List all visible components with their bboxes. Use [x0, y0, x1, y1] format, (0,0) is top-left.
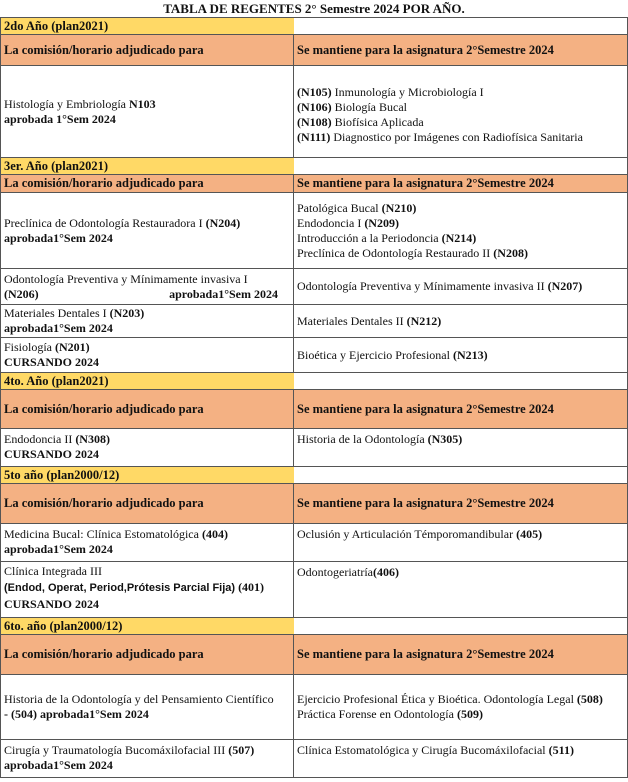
table-row [1, 675, 627, 740]
kept-cell [294, 675, 627, 739]
subject-name: Diagnostico por Imágenes con Radiofísica Sanitaria [330, 129, 583, 144]
subject-code: (N105) [297, 84, 332, 99]
subject-name: Clínica Estomatológica y Cirugía Bucomáxilofacial [297, 743, 549, 757]
kept-cell [294, 66, 627, 157]
year-row-2 [1, 18, 627, 35]
subject-name: Odontología Preventiva y Mínimamente invasiva II [297, 279, 548, 293]
header-row [1, 635, 627, 675]
subject-name: Medicina Bucal: Clínica Estomatológica [4, 527, 202, 541]
subject-name: Odontogeriatría [297, 565, 373, 579]
subject-code: (N201) [55, 340, 90, 354]
status-text: CURSANDO 2024 [4, 597, 100, 611]
header-right: Se mantiene para la asignatura 2°Semestre 2024 [294, 484, 627, 523]
subject-code: (N305) [427, 432, 463, 446]
year-label: 4to. Año (plan2021) [1, 373, 294, 389]
kept-cell [294, 305, 627, 337]
status-text: aprobada1°Sem 2024 [4, 230, 113, 245]
header-right: Se mantiene para la asignatura 2°Semestre 2024 [294, 390, 627, 428]
subject-code: (N106) [297, 99, 332, 114]
subject-code: (N214) [441, 230, 477, 245]
subject-name: Histología y Embriología [4, 96, 129, 111]
header-left: La comisión/horario adjudicado para [1, 635, 294, 674]
status-text: CURSANDO 2024 [4, 447, 100, 461]
year-row-3 [1, 158, 627, 175]
subject-code: - (504) [4, 707, 37, 721]
subject-name: Cirugía y Traumatología Bucomáxilofacial III [4, 743, 229, 757]
kept-cell [294, 338, 627, 372]
status-text: aprobada 1°Sem 2024 [4, 111, 116, 126]
year-row-4 [1, 373, 627, 390]
subject-code: (405) [516, 527, 543, 541]
header-left: La comisión/horario adjudicado para [1, 390, 294, 428]
subject-name: Inmunología y Microbiología I [331, 84, 484, 99]
assigned-cell [1, 524, 294, 561]
subject-name: Fisiología [4, 340, 56, 354]
subject-code: N103 [129, 96, 156, 111]
status-text: aprobada1°Sem 2024 [169, 286, 278, 301]
table-row [1, 305, 627, 338]
subject-name: Endodoncia I [297, 215, 365, 230]
subject-code: (N208) [493, 245, 528, 260]
assigned-cell [1, 193, 294, 268]
header-right: Se mantiene para la asignatura 2°Semestre 2024 [294, 635, 627, 674]
status-text: aprobada1°Sem 2024 [4, 542, 113, 556]
year-label: 3er. Año (plan2021) [1, 158, 294, 174]
assigned-cell [1, 269, 294, 304]
subject-code: (N212) [406, 313, 442, 328]
status-text: CURSANDO 2024 [4, 355, 100, 369]
subject-code: (N204) [205, 215, 241, 230]
subject-name: Historia de la Odontología y del Pensamiento Científico [4, 692, 274, 706]
subject-name: Bioética y Ejercicio Profesional [297, 347, 453, 362]
status-text: aprobada1°Sem 2024 [37, 707, 149, 721]
subject-code: (N206) [4, 286, 39, 301]
subject-name: Biofísica Aplicada [331, 114, 424, 129]
subject-code: (508) [576, 692, 603, 706]
table-row [1, 193, 627, 269]
assigned-cell [1, 66, 294, 157]
subject-name: Introducción a la Periodoncia [297, 230, 442, 245]
subject-code: (401) [235, 580, 265, 594]
header-left: La comisión/horario adjudicado para [1, 175, 294, 192]
kept-cell [294, 429, 627, 466]
assigned-cell [1, 305, 294, 337]
year-label: 5to año (plan2000/12) [1, 467, 294, 483]
subject-code: (N213) [452, 347, 488, 362]
subject-name: Materiales Dentales II [297, 313, 407, 328]
subject-name: Biología Bucal [331, 99, 407, 114]
table-row [1, 338, 627, 373]
subject-code: (N203) [109, 306, 145, 320]
header-row [1, 390, 627, 429]
subject-name: Endodoncia II [4, 432, 76, 446]
subject-code: (N207) [547, 279, 583, 293]
subject-code: (N209) [364, 215, 399, 230]
subject-detail: (Endod, Operat, Period,Prótesis Parcial Fija) [4, 582, 236, 594]
subject-name: Historia de la Odontología [297, 432, 428, 446]
subject-name: Clínica Integrada III [4, 564, 102, 578]
table-row [1, 66, 627, 158]
subject-name: Ejercicio Profesional Ética y Bioética. Odontología Legal [297, 692, 577, 706]
page-title: TABLA DE REGENTES 2° Semestre 2024 POR AÑO. [163, 1, 465, 16]
assigned-cell [1, 740, 294, 777]
subject-code: (N210) [381, 200, 417, 215]
assigned-cell [1, 338, 294, 372]
kept-cell [294, 562, 627, 617]
year-label: 2do Año (plan2021) [1, 18, 294, 34]
subject-name: Preclínica de Odontología Restaurado II [297, 245, 494, 260]
subject-name: Práctica Forense en Odontología [297, 707, 457, 721]
status-text: aprobada1°Sem 2024 [4, 758, 113, 772]
header-right: Se mantiene para la asignatura 2°Semestre 2024 [294, 175, 627, 192]
subject-code: (N308) [75, 432, 110, 446]
kept-cell [294, 269, 627, 304]
subject-name: Patológica Bucal [297, 200, 382, 215]
table-row [1, 562, 627, 618]
regentes-table [0, 17, 628, 778]
table-row [1, 524, 627, 562]
subject-name: Materiales Dentales I [4, 306, 110, 320]
kept-cell [294, 193, 627, 268]
subject-code: (406) [372, 565, 399, 579]
subject-name: Odontología Preventiva y Mínimamente invasiva I [4, 271, 248, 286]
header-right: Se mantiene para la asignatura 2°Semestre 2024 [294, 35, 627, 65]
assigned-cell [1, 675, 294, 739]
subject-name: Preclínica de Odontología Restauradora I [4, 215, 206, 230]
subject-code: (509) [456, 707, 483, 721]
assigned-cell [1, 429, 294, 466]
table-row [1, 269, 627, 305]
assigned-cell [1, 562, 294, 617]
subject-code: (N111) [297, 129, 331, 144]
status-text: aprobada1°Sem 2024 [4, 321, 113, 335]
table-row [1, 429, 627, 467]
year-row-5 [1, 467, 627, 484]
subject-code: (N108) [297, 114, 332, 129]
year-row-6 [1, 618, 627, 635]
subject-code: (404) [201, 527, 228, 541]
header-row [1, 484, 627, 524]
header-row [1, 175, 627, 193]
kept-cell [294, 740, 627, 777]
kept-cell [294, 524, 627, 561]
header-row [1, 35, 627, 66]
subject-code: (511) [548, 743, 574, 757]
table-row [1, 740, 627, 777]
header-left: La comisión/horario adjudicado para [1, 484, 294, 523]
subject-code: (507) [228, 743, 255, 757]
header-left: La comisión/horario adjudicado para [1, 35, 294, 65]
subject-name: Oclusión y Articulación Témporomandibular [297, 527, 517, 541]
year-label: 6to. año (plan2000/12) [1, 618, 294, 634]
